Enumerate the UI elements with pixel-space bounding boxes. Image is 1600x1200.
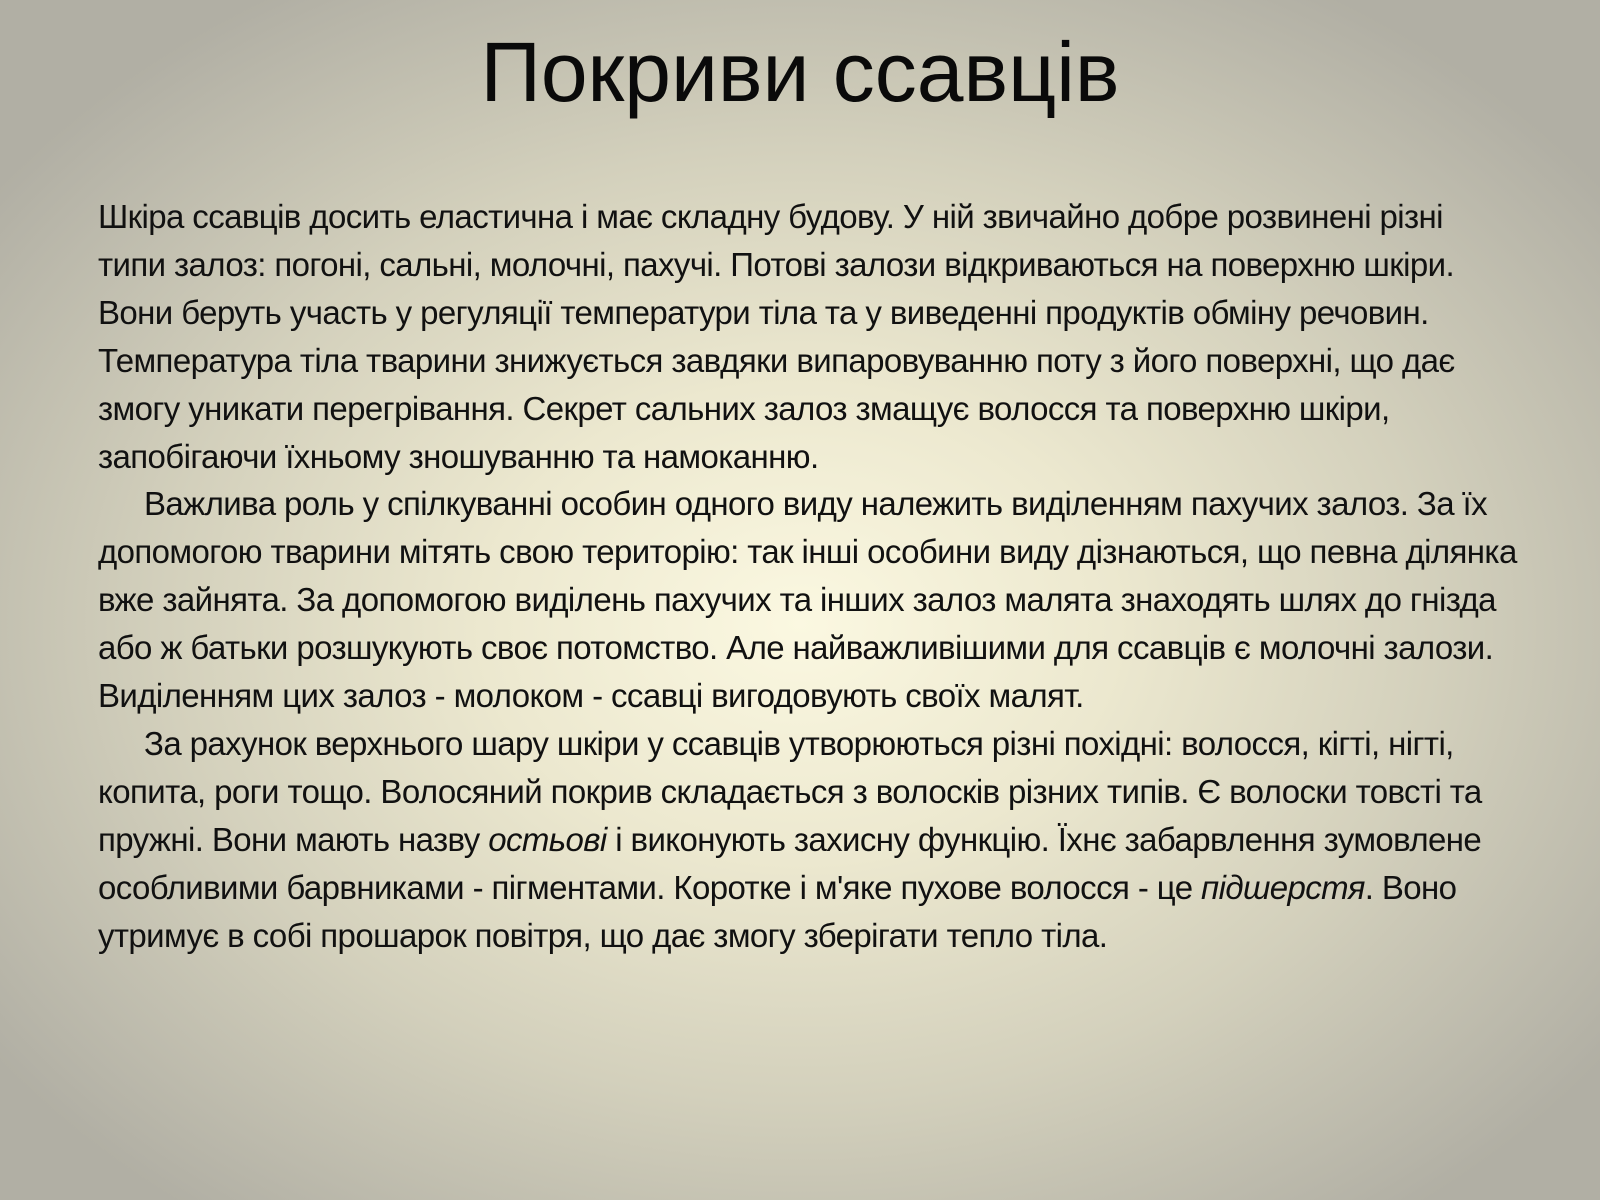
slide-body xyxy=(98,193,1518,960)
slide-title: Покриви ссавців xyxy=(480,25,1120,119)
paragraph-skin-glands xyxy=(98,193,1518,480)
paragraph-text: За рахунок верхнього шару шкіри у ссавців утворюються різні похідні: волосся, кігті, нігті, копита, роги тощо. Волосяний покрив складається з волосків різних типів. Є волоски товсті та пружні. Вони мають назву xyxy=(98,724,1482,858)
paragraph-hair-derivatives xyxy=(98,720,1518,960)
paragraph-text: і виконують захисну функцію. Їхнє забарвлення зумовлене особливими барвниками - пігментами. Коротке і м'яке пухове волосся - це xyxy=(98,820,1482,906)
term-guard-hairs: остьові xyxy=(488,820,607,858)
paragraph-text: Важлива роль у спілкуванні особин одного виду належить виділенням пахучих залоз. За їх допомогою тварини мітять свою територію: так інші особини виду дізнаються, що певна ділянка вже зайнята. За допомогою виділень пахучих та інших залоз малята знаходять шлях до гнізда або ж батьки розшукують своє потомство. Але найважливішими для ссавців є молочні залози. Виділенням цих залоз - молоком - ссавці вигодовують своїх малят. xyxy=(98,485,1517,715)
paragraph-text: . Воно утримує в собі прошарок повітря, що дає змогу зберігати тепло тіла. xyxy=(98,868,1457,954)
paragraph-scent-milk-glands xyxy=(98,480,1518,720)
term-undercoat: підшерстя xyxy=(1201,868,1365,906)
paragraph-text: Шкіра ссавців досить еластична і має складну будову. У ній звичайно добре розвинені різні типи залоз: погоні, сальні, молочні, пахучі. Потові залози відкриваються на поверхню шкіри. Вони беруть участь у регуляції температури тіла та у виведенні продуктів обміну речовин. Температура тіла тварини знижується завдяки випаровуванню поту з його поверхні, що дає змогу уникати перегрівання. Секрет сальних залоз змащує волосся та поверхню шкіри, запобігаючи їхньому зношуванню та намоканню. xyxy=(98,198,1455,475)
